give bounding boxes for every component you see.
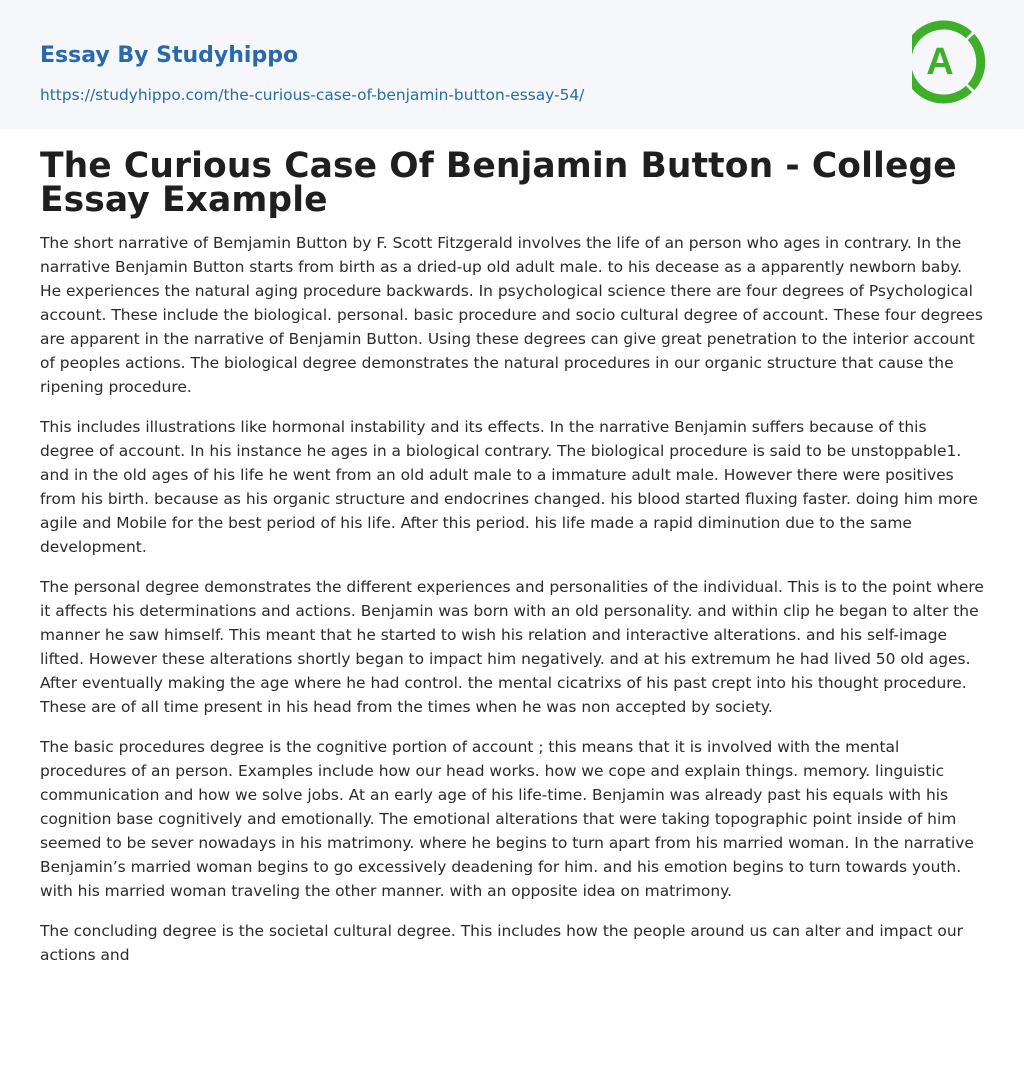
site-brand[interactable]: Essay By Studyhippo <box>40 43 299 68</box>
article-paragraph: The personal degree demonstrates the different experiences and personalities of the individual. This is to the point where it affects his determinations and actions. Benjamin was born with an old personality. and within clip he began to alter the manner he saw himself. This meant that he started to wish his relation and interactive alterations. and his self-image lifted. However these alterations shortly began to impact him negatively. and at his extremum he had lived 50 old ages. After eventually making the age where he had control. the mental cicatrixs of his past crept into his thought procedure. These are of all time present in his head from the times when he was non accepted by society. <box>40 578 984 716</box>
article-title: The Curious Case Of Benjamin Button - College Essay Example <box>40 146 957 220</box>
article-paragraph: The basic procedures degree is the cognitive portion of account ; this means that it is involved with the mental procedures of an person. Examples include how our head works. how we cope and explain things. memory. linguistic communication and how we solve jobs. At an early age of his life-time. Benjamin was already past his equals with his cognition base cognitively and emotionally. The emotional alterations that were taking topographic point inside of him seemed to be sever nowadays in his matrimony. where he begins to turn apart from his married woman. In the narrative Benjamin’s married woman begins to go excessively deadening for him. and his emotion begins to turn towards youth. with his married woman traveling the other manner. with an opposite idea on matrimony. <box>40 738 974 900</box>
logo-letter: A <box>926 41 954 83</box>
article-paragraph: The short narrative of Bemjamin Button by F. Scott Fitzgerald involves the life of an person who ages in contrary. In the narrative Benjamin Button starts from birth as a dried-up old adult male. to his decease as a apparently newborn baby. He experiences the natural aging procedure backwards. In psychological science there are four degrees of Psychological account. These include the biological. personal. basic procedure and socio cultural degree of account. These four degrees are apparent in the narrative of Benjamin Button. Using these degrees can give great penetration to the interior account of peoples actions. The biological degree demonstrates the natural procedures in our organic structure that cause the ripening procedure. <box>40 234 983 396</box>
article-paragraph: The concluding degree is the societal cultural degree. This includes how the people around us can alter and impact our actions and <box>40 922 963 964</box>
site-header <box>0 0 1024 129</box>
studyhippo-a-logo-icon[interactable] <box>912 19 986 105</box>
article-paragraph: This includes illustrations like hormonal instability and its effects. In the narrative Benjamin suffers because of this degree of account. In his instance he ages in a biological contrary. The biological procedure is said to be unstoppable1. and in the old ages of his life he went from an old adult male to a immature adult male. However there were positives from his birth. because as his organic structure and endocrines changed. his blood started fluxing faster. doing him more agile and Mobile for the best period of his life. After this period. his life made a rapid diminution due to the same development. <box>40 418 978 556</box>
article <box>0 146 1024 967</box>
source-url-link[interactable]: https://studyhippo.com/the-curious-case-of-benjamin-button-essay-54/ <box>40 86 585 104</box>
